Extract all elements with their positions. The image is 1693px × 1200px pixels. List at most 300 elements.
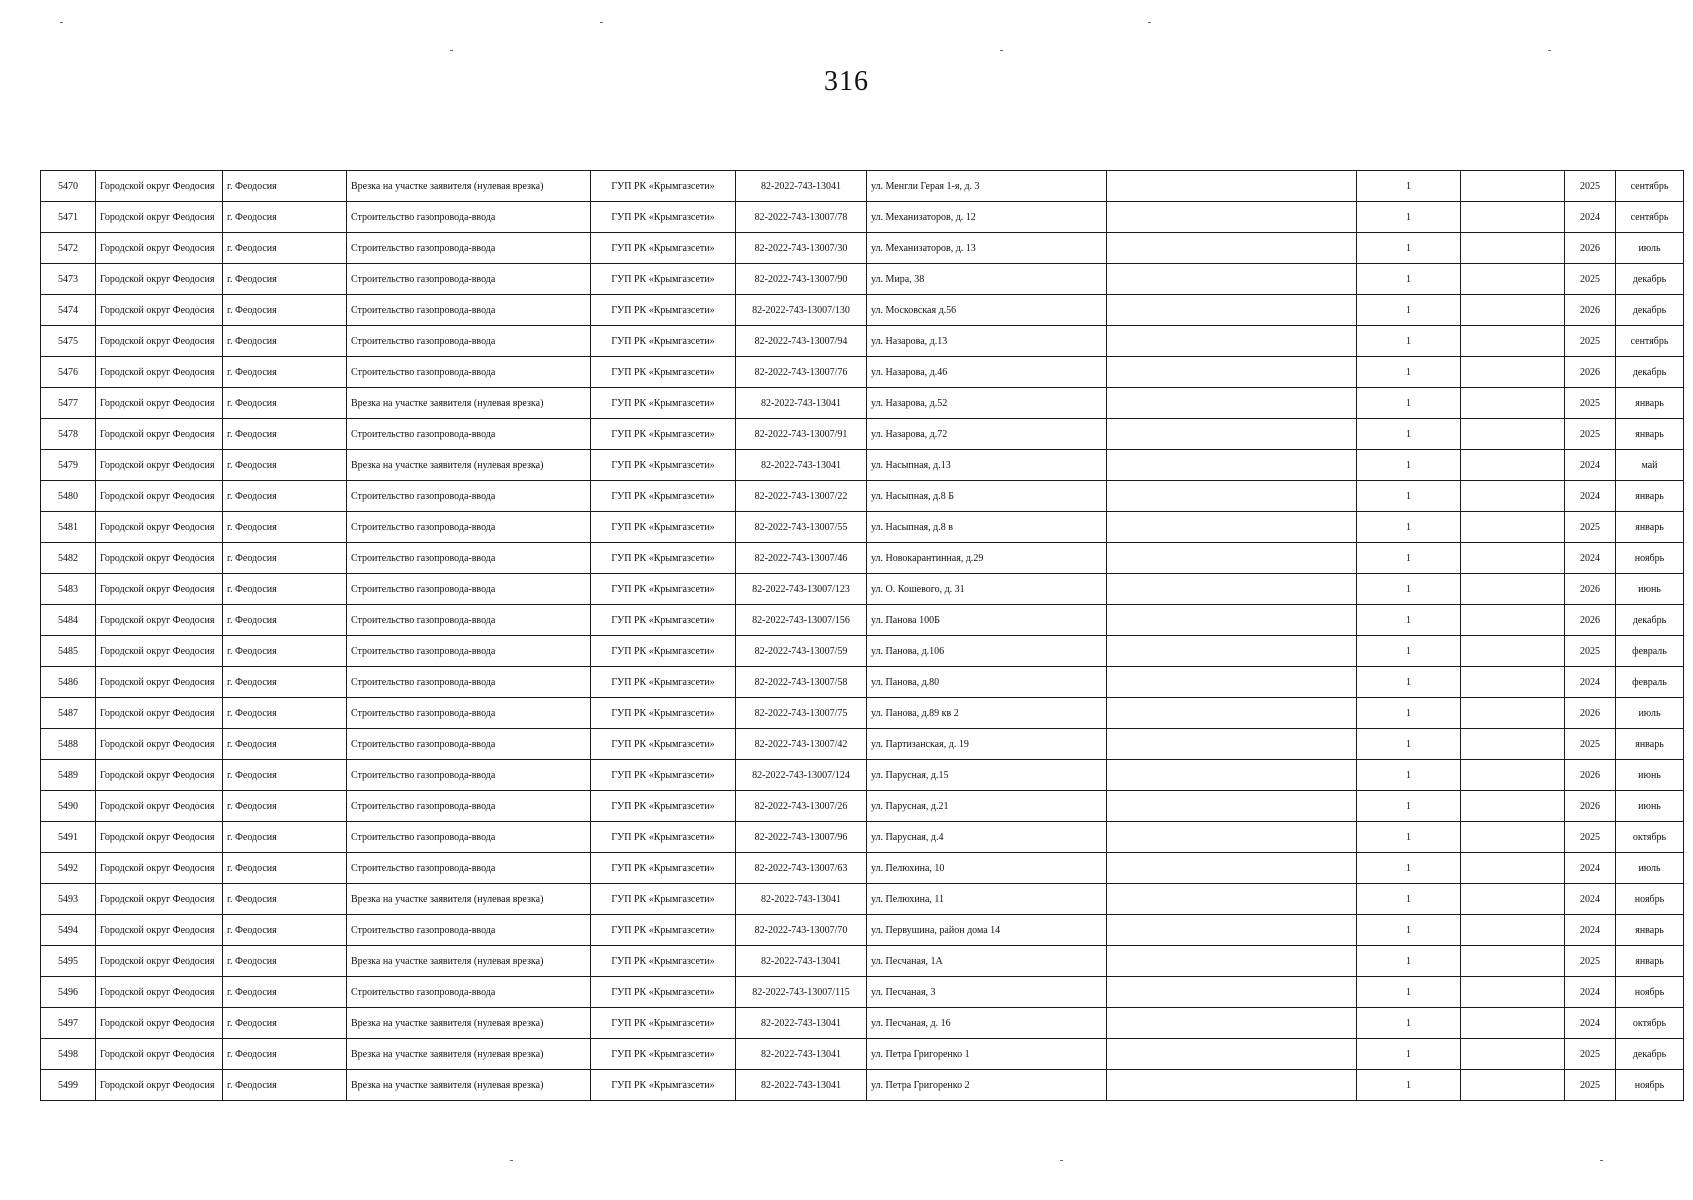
quantity-cell: 1 [1357,822,1461,853]
contract-number-cell: 82-2022-743-13007/75 [736,698,867,729]
month-cell: февраль [1616,636,1684,667]
quantity-cell: 1 [1357,388,1461,419]
organization-cell: ГУП РК «Крымгазсети» [591,915,736,946]
month-cell: май [1616,450,1684,481]
extra-cell [1461,264,1565,295]
year-cell: 2026 [1565,295,1616,326]
work-type-cell: Строительство газопровода-ввода [347,357,591,388]
contract-number-cell: 82-2022-743-13007/76 [736,357,867,388]
city-cell: г. Феодосия [223,264,347,295]
table-row [41,450,1684,481]
year-cell: 2026 [1565,233,1616,264]
month-cell: июнь [1616,574,1684,605]
note-cell [1107,419,1357,450]
city-cell: г. Феодосия [223,326,347,357]
district-cell: Городской округ Феодосия [96,605,223,636]
row-number-cell: 5494 [41,915,96,946]
quantity-cell: 1 [1357,760,1461,791]
table-row [41,419,1684,450]
year-cell: 2024 [1565,853,1616,884]
organization-cell: ГУП РК «Крымгазсети» [591,295,736,326]
extra-cell [1461,1039,1565,1070]
contract-number-cell: 82-2022-743-13007/94 [736,326,867,357]
work-type-cell: Врезка на участке заявителя (нулевая врезка) [347,171,591,202]
year-cell: 2026 [1565,357,1616,388]
organization-cell: ГУП РК «Крымгазсети» [591,853,736,884]
work-type-cell: Строительство газопровода-ввода [347,512,591,543]
scan-speck [1600,1160,1603,1161]
quantity-cell: 1 [1357,853,1461,884]
organization-cell: ГУП РК «Крымгазсети» [591,791,736,822]
table-row [41,698,1684,729]
address-cell: ул. Мира, 38 [867,264,1107,295]
table-row [41,481,1684,512]
district-cell: Городской округ Феодосия [96,202,223,233]
district-cell: Городской округ Феодосия [96,698,223,729]
table-row [41,264,1684,295]
row-number-cell: 5493 [41,884,96,915]
year-cell: 2026 [1565,760,1616,791]
city-cell: г. Феодосия [223,791,347,822]
work-type-cell: Строительство газопровода-ввода [347,326,591,357]
work-type-cell: Строительство газопровода-ввода [347,419,591,450]
quantity-cell: 1 [1357,1070,1461,1101]
table-row [41,512,1684,543]
year-cell: 2026 [1565,698,1616,729]
organization-cell: ГУП РК «Крымгазсети» [591,326,736,357]
extra-cell [1461,760,1565,791]
work-type-cell: Строительство газопровода-ввода [347,295,591,326]
city-cell: г. Феодосия [223,357,347,388]
scan-speck [1060,1160,1063,1161]
row-number-cell: 5489 [41,760,96,791]
note-cell [1107,543,1357,574]
district-cell: Городской округ Феодосия [96,171,223,202]
table-row [41,760,1684,791]
contract-number-cell: 82-2022-743-13007/90 [736,264,867,295]
note-cell [1107,295,1357,326]
district-cell: Городской округ Феодосия [96,791,223,822]
scan-speck [600,22,603,23]
table-row [41,357,1684,388]
month-cell: январь [1616,512,1684,543]
scan-speck [1548,50,1551,51]
row-number-cell: 5471 [41,202,96,233]
work-type-cell: Врезка на участке заявителя (нулевая врезка) [347,946,591,977]
table-row [41,326,1684,357]
note-cell [1107,729,1357,760]
year-cell: 2024 [1565,481,1616,512]
city-cell: г. Феодосия [223,233,347,264]
quantity-cell: 1 [1357,636,1461,667]
contract-number-cell: 82-2022-743-13007/156 [736,605,867,636]
district-cell: Городской округ Феодосия [96,884,223,915]
city-cell: г. Феодосия [223,512,347,543]
contract-number-cell: 82-2022-743-13041 [736,171,867,202]
city-cell: г. Феодосия [223,450,347,481]
note-cell [1107,698,1357,729]
city-cell: г. Феодосия [223,915,347,946]
district-cell: Городской округ Феодосия [96,357,223,388]
table-row [41,388,1684,419]
address-cell: ул. Панова, д.89 кв 2 [867,698,1107,729]
contract-number-cell: 82-2022-743-13041 [736,884,867,915]
month-cell: июль [1616,233,1684,264]
quantity-cell: 1 [1357,698,1461,729]
district-cell: Городской округ Феодосия [96,729,223,760]
contract-number-cell: 82-2022-743-13007/124 [736,760,867,791]
extra-cell [1461,884,1565,915]
district-cell: Городской округ Феодосия [96,419,223,450]
work-type-cell: Врезка на участке заявителя (нулевая врезка) [347,388,591,419]
contract-number-cell: 82-2022-743-13041 [736,1008,867,1039]
city-cell: г. Феодосия [223,667,347,698]
work-type-cell: Врезка на участке заявителя (нулевая врезка) [347,450,591,481]
district-cell: Городской округ Феодосия [96,450,223,481]
district-cell: Городской округ Феодосия [96,264,223,295]
city-cell: г. Феодосия [223,419,347,450]
quantity-cell: 1 [1357,295,1461,326]
note-cell [1107,326,1357,357]
district-cell: Городской округ Феодосия [96,574,223,605]
row-number-cell: 5480 [41,481,96,512]
note-cell [1107,1039,1357,1070]
district-cell: Городской округ Феодосия [96,326,223,357]
quantity-cell: 1 [1357,171,1461,202]
city-cell: г. Феодосия [223,977,347,1008]
organization-cell: ГУП РК «Крымгазсети» [591,481,736,512]
quantity-cell: 1 [1357,729,1461,760]
contract-number-cell: 82-2022-743-13007/96 [736,822,867,853]
contract-number-cell: 82-2022-743-13007/22 [736,481,867,512]
table-row [41,233,1684,264]
district-cell: Городской округ Феодосия [96,295,223,326]
district-cell: Городской округ Феодосия [96,667,223,698]
extra-cell [1461,698,1565,729]
address-cell: ул. Московская д.56 [867,295,1107,326]
registry-body [41,171,1684,1101]
organization-cell: ГУП РК «Крымгазсети» [591,233,736,264]
organization-cell: ГУП РК «Крымгазсети» [591,698,736,729]
contract-number-cell: 82-2022-743-13007/42 [736,729,867,760]
quantity-cell: 1 [1357,419,1461,450]
year-cell: 2025 [1565,1070,1616,1101]
organization-cell: ГУП РК «Крымгазсети» [591,171,736,202]
work-type-cell: Строительство газопровода-ввода [347,264,591,295]
city-cell: г. Феодосия [223,729,347,760]
note-cell [1107,884,1357,915]
address-cell: ул. Назарова, д.52 [867,388,1107,419]
month-cell: ноябрь [1616,1070,1684,1101]
table-row [41,729,1684,760]
organization-cell: ГУП РК «Крымгазсети» [591,574,736,605]
organization-cell: ГУП РК «Крымгазсети» [591,822,736,853]
month-cell: декабрь [1616,264,1684,295]
address-cell: ул. Панова, д.80 [867,667,1107,698]
contract-number-cell: 82-2022-743-13041 [736,946,867,977]
address-cell: ул. Менгли Герая 1-я, д. 3 [867,171,1107,202]
city-cell: г. Феодосия [223,636,347,667]
contract-number-cell: 82-2022-743-13007/78 [736,202,867,233]
row-number-cell: 5477 [41,388,96,419]
work-type-cell: Строительство газопровода-ввода [347,977,591,1008]
table-row [41,977,1684,1008]
year-cell: 2024 [1565,543,1616,574]
organization-cell: ГУП РК «Крымгазсети» [591,388,736,419]
contract-number-cell: 82-2022-743-13007/55 [736,512,867,543]
work-type-cell: Врезка на участке заявителя (нулевая врезка) [347,884,591,915]
scan-speck [450,50,453,51]
contract-number-cell: 82-2022-743-13007/123 [736,574,867,605]
table-row [41,915,1684,946]
quantity-cell: 1 [1357,884,1461,915]
city-cell: г. Феодосия [223,760,347,791]
work-type-cell: Врезка на участке заявителя (нулевая врезка) [347,1008,591,1039]
month-cell: октябрь [1616,1008,1684,1039]
work-type-cell: Строительство газопровода-ввода [347,202,591,233]
address-cell: ул. Парусная, д.4 [867,822,1107,853]
contract-number-cell: 82-2022-743-13007/115 [736,977,867,1008]
row-number-cell: 5498 [41,1039,96,1070]
quantity-cell: 1 [1357,574,1461,605]
extra-cell [1461,915,1565,946]
work-type-cell: Строительство газопровода-ввода [347,915,591,946]
month-cell: декабрь [1616,605,1684,636]
organization-cell: ГУП РК «Крымгазсети» [591,636,736,667]
contract-number-cell: 82-2022-743-13041 [736,450,867,481]
district-cell: Городской округ Феодосия [96,822,223,853]
contract-number-cell: 82-2022-743-13007/130 [736,295,867,326]
table-row [41,791,1684,822]
month-cell: февраль [1616,667,1684,698]
address-cell: ул. Петра Григоренко 2 [867,1070,1107,1101]
note-cell [1107,822,1357,853]
address-cell: ул. Песчаная, 1А [867,946,1107,977]
organization-cell: ГУП РК «Крымгазсети» [591,543,736,574]
extra-cell [1461,326,1565,357]
work-type-cell: Строительство газопровода-ввода [347,233,591,264]
address-cell: ул. Назарова, д.13 [867,326,1107,357]
district-cell: Городской округ Феодосия [96,481,223,512]
city-cell: г. Феодосия [223,574,347,605]
address-cell: ул. Пелюхина, 11 [867,884,1107,915]
work-type-cell: Строительство газопровода-ввода [347,543,591,574]
month-cell: ноябрь [1616,884,1684,915]
note-cell [1107,667,1357,698]
city-cell: г. Феодосия [223,1070,347,1101]
year-cell: 2025 [1565,636,1616,667]
extra-cell [1461,295,1565,326]
quantity-cell: 1 [1357,357,1461,388]
note-cell [1107,481,1357,512]
extra-cell [1461,233,1565,264]
address-cell: ул. Парусная, д.15 [867,760,1107,791]
city-cell: г. Феодосия [223,1008,347,1039]
extra-cell [1461,1070,1565,1101]
row-number-cell: 5470 [41,171,96,202]
year-cell: 2024 [1565,977,1616,1008]
month-cell: январь [1616,388,1684,419]
quantity-cell: 1 [1357,543,1461,574]
district-cell: Городской округ Феодосия [96,388,223,419]
row-number-cell: 5475 [41,326,96,357]
quantity-cell: 1 [1357,1039,1461,1070]
year-cell: 2025 [1565,729,1616,760]
year-cell: 2024 [1565,202,1616,233]
table-row [41,946,1684,977]
note-cell [1107,450,1357,481]
extra-cell [1461,512,1565,543]
month-cell: январь [1616,915,1684,946]
organization-cell: ГУП РК «Крымгазсети» [591,1070,736,1101]
address-cell: ул. Панова 100Б [867,605,1107,636]
year-cell: 2026 [1565,574,1616,605]
extra-cell [1461,791,1565,822]
city-cell: г. Феодосия [223,605,347,636]
year-cell: 2026 [1565,791,1616,822]
district-cell: Городской округ Феодосия [96,543,223,574]
contract-number-cell: 82-2022-743-13007/70 [736,915,867,946]
extra-cell [1461,853,1565,884]
row-number-cell: 5481 [41,512,96,543]
table-row [41,853,1684,884]
city-cell: г. Феодосия [223,853,347,884]
note-cell [1107,605,1357,636]
work-type-cell: Строительство газопровода-ввода [347,698,591,729]
year-cell: 2025 [1565,326,1616,357]
table-row [41,1008,1684,1039]
month-cell: сентябрь [1616,326,1684,357]
quantity-cell: 1 [1357,605,1461,636]
extra-cell [1461,357,1565,388]
organization-cell: ГУП РК «Крымгазсети» [591,884,736,915]
district-cell: Городской округ Феодосия [96,977,223,1008]
city-cell: г. Феодосия [223,481,347,512]
address-cell: ул. Насыпная, д.8 в [867,512,1107,543]
work-type-cell: Строительство газопровода-ввода [347,853,591,884]
note-cell [1107,171,1357,202]
address-cell: ул. Новокарантинная, д.29 [867,543,1107,574]
scan-speck [1148,22,1151,23]
organization-cell: ГУП РК «Крымгазсети» [591,202,736,233]
quantity-cell: 1 [1357,233,1461,264]
district-cell: Городской округ Феодосия [96,760,223,791]
work-type-cell: Строительство газопровода-ввода [347,791,591,822]
extra-cell [1461,667,1565,698]
note-cell [1107,202,1357,233]
work-type-cell: Строительство газопровода-ввода [347,760,591,791]
address-cell: ул. Назарова, д.72 [867,419,1107,450]
quantity-cell: 1 [1357,915,1461,946]
row-number-cell: 5488 [41,729,96,760]
row-number-cell: 5490 [41,791,96,822]
work-type-cell: Строительство газопровода-ввода [347,605,591,636]
extra-cell [1461,946,1565,977]
month-cell: декабрь [1616,295,1684,326]
extra-cell [1461,543,1565,574]
address-cell: ул. Петра Григоренко 1 [867,1039,1107,1070]
table-row [41,543,1684,574]
contract-number-cell: 82-2022-743-13007/30 [736,233,867,264]
table-row [41,171,1684,202]
note-cell [1107,357,1357,388]
city-cell: г. Феодосия [223,202,347,233]
organization-cell: ГУП РК «Крымгазсети» [591,1039,736,1070]
month-cell: январь [1616,419,1684,450]
table-row [41,636,1684,667]
row-number-cell: 5491 [41,822,96,853]
year-cell: 2024 [1565,1008,1616,1039]
note-cell [1107,233,1357,264]
extra-cell [1461,202,1565,233]
row-number-cell: 5492 [41,853,96,884]
row-number-cell: 5479 [41,450,96,481]
table-row [41,605,1684,636]
year-cell: 2024 [1565,667,1616,698]
address-cell: ул. Песчаная, 3 [867,977,1107,1008]
organization-cell: ГУП РК «Крымгазсети» [591,946,736,977]
extra-cell [1461,574,1565,605]
quantity-cell: 1 [1357,512,1461,543]
address-cell: ул. Панова, д.106 [867,636,1107,667]
note-cell [1107,636,1357,667]
contract-number-cell: 82-2022-743-13007/91 [736,419,867,450]
organization-cell: ГУП РК «Крымгазсети» [591,512,736,543]
extra-cell [1461,419,1565,450]
scan-speck [1000,50,1003,51]
row-number-cell: 5473 [41,264,96,295]
scan-speck [510,1160,513,1161]
organization-cell: ГУП РК «Крымгазсети» [591,419,736,450]
contract-number-cell: 82-2022-743-13041 [736,1070,867,1101]
address-cell: ул. Насыпная, д.8 Б [867,481,1107,512]
district-cell: Городской округ Феодосия [96,512,223,543]
row-number-cell: 5496 [41,977,96,1008]
work-type-cell: Строительство газопровода-ввода [347,574,591,605]
organization-cell: ГУП РК «Крымгазсети» [591,760,736,791]
year-cell: 2024 [1565,915,1616,946]
row-number-cell: 5487 [41,698,96,729]
address-cell: ул. Первушина, район дома 14 [867,915,1107,946]
note-cell [1107,853,1357,884]
note-cell [1107,915,1357,946]
city-cell: г. Феодосия [223,543,347,574]
work-type-cell: Строительство газопровода-ввода [347,667,591,698]
year-cell: 2025 [1565,512,1616,543]
row-number-cell: 5474 [41,295,96,326]
contract-number-cell: 82-2022-743-13007/26 [736,791,867,822]
year-cell: 2025 [1565,264,1616,295]
note-cell [1107,791,1357,822]
address-cell: ул. Назарова, д.46 [867,357,1107,388]
note-cell [1107,512,1357,543]
organization-cell: ГУП РК «Крымгазсети» [591,450,736,481]
year-cell: 2025 [1565,419,1616,450]
table-row [41,667,1684,698]
extra-cell [1461,822,1565,853]
month-cell: июнь [1616,760,1684,791]
work-type-cell: Строительство газопровода-ввода [347,729,591,760]
note-cell [1107,977,1357,1008]
organization-cell: ГУП РК «Крымгазсети» [591,1008,736,1039]
table-row [41,574,1684,605]
quantity-cell: 1 [1357,264,1461,295]
work-type-cell: Строительство газопровода-ввода [347,822,591,853]
row-number-cell: 5482 [41,543,96,574]
note-cell [1107,388,1357,419]
contract-number-cell: 82-2022-743-13007/63 [736,853,867,884]
page-number: 316 [824,66,869,97]
